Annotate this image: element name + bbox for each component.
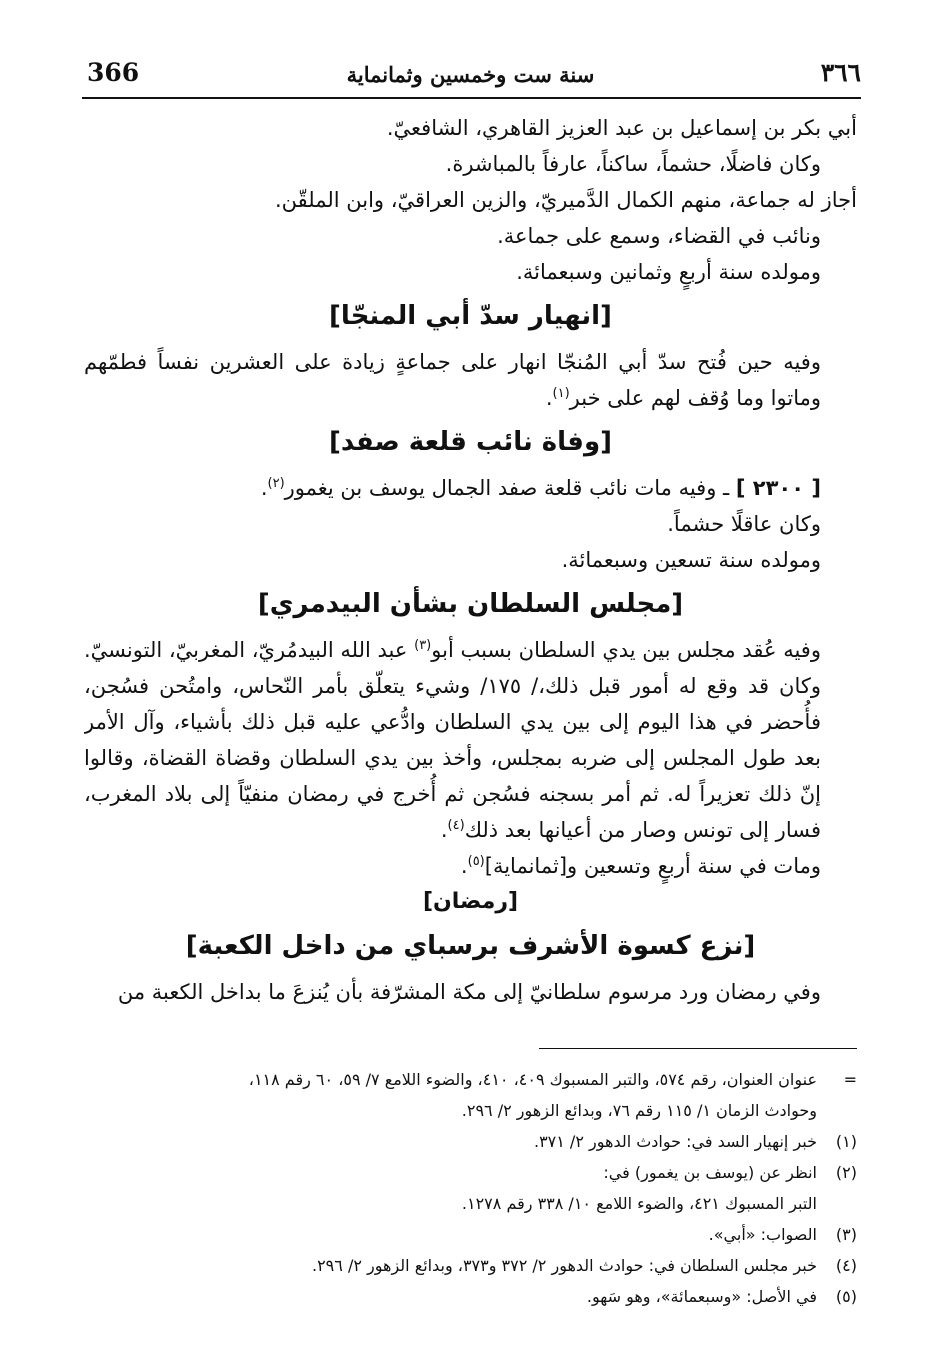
paragraph <box>84 632 857 848</box>
main-text <box>84 110 857 1010</box>
section-heading: [وفاة نائب قلعة صفد] <box>329 427 612 457</box>
month-heading: [رمضان] <box>422 889 519 914</box>
paragraph <box>84 344 857 416</box>
footnote-continuation: وحوادث الزمان ١/ ١١٥ رقم ٧٦، وبدائع الزهور ٢/ ٢٩٦. <box>461 1101 817 1120</box>
text-line: وفي رمضان ورد مرسوم سلطانيّ إلى مكة المشرّفة بأن يُنزعَ ما بداخل الكعبة من <box>117 980 821 1004</box>
text-line: ومولده سنة أربعٍ وثمانين وسبعمائة. <box>516 260 821 284</box>
entry-text: ـ وفيه مات نائب قلعة صفد الجمال يوسف بن يغمور <box>284 476 730 500</box>
footnote <box>84 1157 857 1188</box>
footnote-text: انظر عن (يوسف بن يغمور) في: <box>603 1163 817 1182</box>
footnote-ref[interactable]: (٣) <box>414 638 432 653</box>
footnote-mark: (٢) <box>835 1163 857 1182</box>
footnote <box>84 1250 857 1281</box>
entry-number: [ ٢٣٠٠ ] <box>735 476 821 500</box>
footnote-mark: (١) <box>835 1132 857 1151</box>
footnote-ref[interactable]: (٢) <box>267 476 285 491</box>
section-heading: [مجلس السلطان بشأن البيدمري] <box>257 589 684 619</box>
footnote-rule <box>539 1048 857 1049</box>
footnote-text: خبر مجلس السلطان في: حوادث الدهور ٢/ ٣٧٢ و٣٧٣، وبدائع الزهور ٢/ ٢٩٦. <box>311 1256 817 1275</box>
footnote <box>84 1126 857 1157</box>
footnote-mark: = <box>843 1070 857 1089</box>
paragraph-text: عبد الله البيدمُريّ، المغربيّ، التونسيّ. وكان قد وقع له أمور قبل ذلك،/ ١٧٥/ وشيء يتعلّق بأمر النّحاس، وامتُحن فسُجن، فأُحضر في هذا اليوم إلى بين يدي السلطان وادُّعي عليه قبل ذلك بأشياء، وآل الأمر بعد طول المجلس إلى ضربه بمجلس، وأخذ بين يدي السلطان وقضاة القضاة، وقالوا إنّ ذلك تعزيراً له. ثم أمر بسجنه فسُجن ثم أُخرج في رمضان منفيّاً إلى بلاد المغرب، فسار إلى تونس وصار من أعيانها بعد ذلك <box>84 638 821 842</box>
text-line: وكان فاضلًا، حشماً، ساكناً، عارفاً بالمباشرة. <box>445 152 821 176</box>
running-title: سنة ست وخمسين وثمانماية <box>346 62 595 87</box>
footnote-text: الصواب: «أبي». <box>708 1225 817 1244</box>
footnote-ref[interactable]: (١) <box>552 386 570 401</box>
footnote-ref[interactable]: (٤) <box>447 818 465 833</box>
footnote-ref[interactable]: (٥) <box>467 854 485 869</box>
text-line <box>84 848 857 884</box>
page-number-latin: 366 <box>87 58 140 87</box>
footnote-mark: (٤) <box>835 1256 857 1275</box>
text-line: أبي بكر بن إسماعيل بن عبد العزيز القاهري، الشافعيّ. <box>386 116 857 140</box>
footnote-continuation: التبر المسبوك ٤٢١، والضوء اللامع ١٠/ ٣٣٨ رقم ١٢٧٨. <box>461 1194 817 1213</box>
footnote-text: عنوان العنوان، رقم ٥٧٤، والتبر المسبوك ٤٠٩، ٤١٠، والضوء اللامع ٧/ ٥٩، ٦٠ رقم ١١٨، <box>248 1070 817 1089</box>
text-line: وكان عاقلًا حشماً. <box>667 512 821 536</box>
entry-end: . <box>260 476 268 500</box>
text-line: ومولده سنة تسعين وسبعمائة. <box>561 548 821 572</box>
page-number-arabic: ٣٦٦ <box>820 58 861 87</box>
footnote <box>84 1219 857 1250</box>
footnote-mark: (٥) <box>835 1287 857 1306</box>
footnote-mark: (٣) <box>835 1225 857 1244</box>
text-line-content: ومات في سنة أربعٍ وتسعين و[ثمانماية] <box>484 854 821 878</box>
footnote <box>84 1064 857 1095</box>
paragraph-end: . <box>440 818 448 842</box>
entry-line <box>84 470 857 506</box>
footnote-text: خبر إنهيار السد في: حوادث الدهور ٢/ ٣٧١. <box>533 1132 817 1151</box>
footnotes <box>84 1064 857 1312</box>
text-line-end: . <box>460 854 468 878</box>
text-line: ونائب في القضاء، وسمع على جماعة. <box>497 224 821 248</box>
header-rule <box>82 97 861 99</box>
text-line: أجاز له جماعة، منهم الكمال الدَّميريّ، والزين العراقيّ، وابن الملقّن. <box>274 188 857 212</box>
paragraph-text: وفيه حين فُتح سدّ أبي المُنجّا انهار على جماعةٍ زيادة على العشرين نفساً فطمّهم وماتوا وما وُقف لهم على خبر <box>84 350 821 410</box>
section-heading: [انهيار سدّ أبي المنجّا] <box>329 301 612 331</box>
paragraph-end: . <box>545 386 553 410</box>
paragraph-text: وفيه عُقد مجلس بين يدي السلطان بسبب أبو <box>431 638 821 662</box>
footnote-text: في الأصل: «وسبعمائة»، وهو سَهو. <box>586 1287 817 1306</box>
footnote <box>84 1281 857 1312</box>
section-heading: [نزع كسوة الأشرف برسباي من داخل الكعبة] <box>185 931 756 961</box>
